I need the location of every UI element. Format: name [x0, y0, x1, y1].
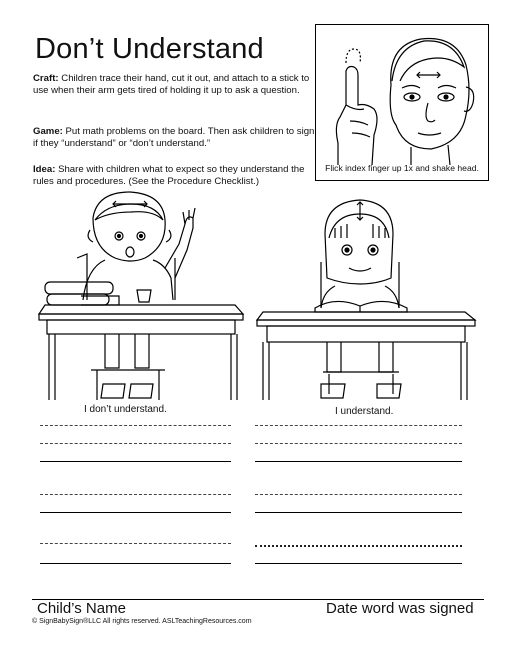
writing-base-line — [255, 512, 462, 513]
childs-name-label: Child’s Name — [37, 600, 126, 617]
boy-desk-illustration — [39, 192, 243, 400]
writing-guide-line — [40, 443, 231, 444]
sign-caption: Flick index finger up 1x and shake head. — [325, 163, 479, 173]
idea-paragraph — [33, 164, 317, 188]
writing-base-line — [40, 512, 231, 513]
writing-guide-line — [255, 443, 462, 444]
understand-caption: I understand. — [335, 406, 394, 417]
dont-understand-caption: I don’t understand. — [84, 404, 167, 415]
idea-label: Idea: — [33, 164, 56, 175]
writing-guide-line — [255, 425, 462, 426]
writing-guide-line — [40, 425, 231, 426]
game-label: Game: — [33, 126, 63, 137]
writing-guide-line — [255, 545, 462, 547]
game-text: Put math problems on the board. Then ask children to sign if they “understand” or “don’t understand.” — [33, 126, 315, 149]
page-title: Don’t Understand — [35, 33, 264, 65]
signing-face-illustration — [316, 25, 488, 165]
writing-guide-line — [255, 494, 462, 495]
writing-guide-line — [40, 543, 231, 544]
writing-base-line — [40, 563, 231, 564]
craft-text: Children trace their hand, cut it out, and attach to a stick to use when their arm gets tired of holding it up to ask a question. — [33, 73, 310, 96]
girl-desk-illustration — [257, 200, 475, 400]
writing-guide-line — [40, 494, 231, 495]
date-signed-label: Date word was signed — [326, 600, 474, 617]
game-paragraph — [33, 126, 317, 150]
writing-base-line — [40, 461, 231, 462]
classroom-illustration — [35, 188, 480, 408]
craft-paragraph — [33, 73, 317, 97]
sign-illustration-box — [315, 24, 489, 181]
craft-label: Craft: — [33, 73, 59, 84]
writing-base-line — [255, 563, 462, 564]
writing-base-line — [255, 461, 462, 462]
idea-text: Share with children what to expect so they understand the rules and procedures. (See the Procedure Checklist.) — [33, 164, 305, 187]
copyright-notice: © SignBabySign®LLC All rights reserved. ASLTeachingResources.com — [32, 618, 252, 625]
